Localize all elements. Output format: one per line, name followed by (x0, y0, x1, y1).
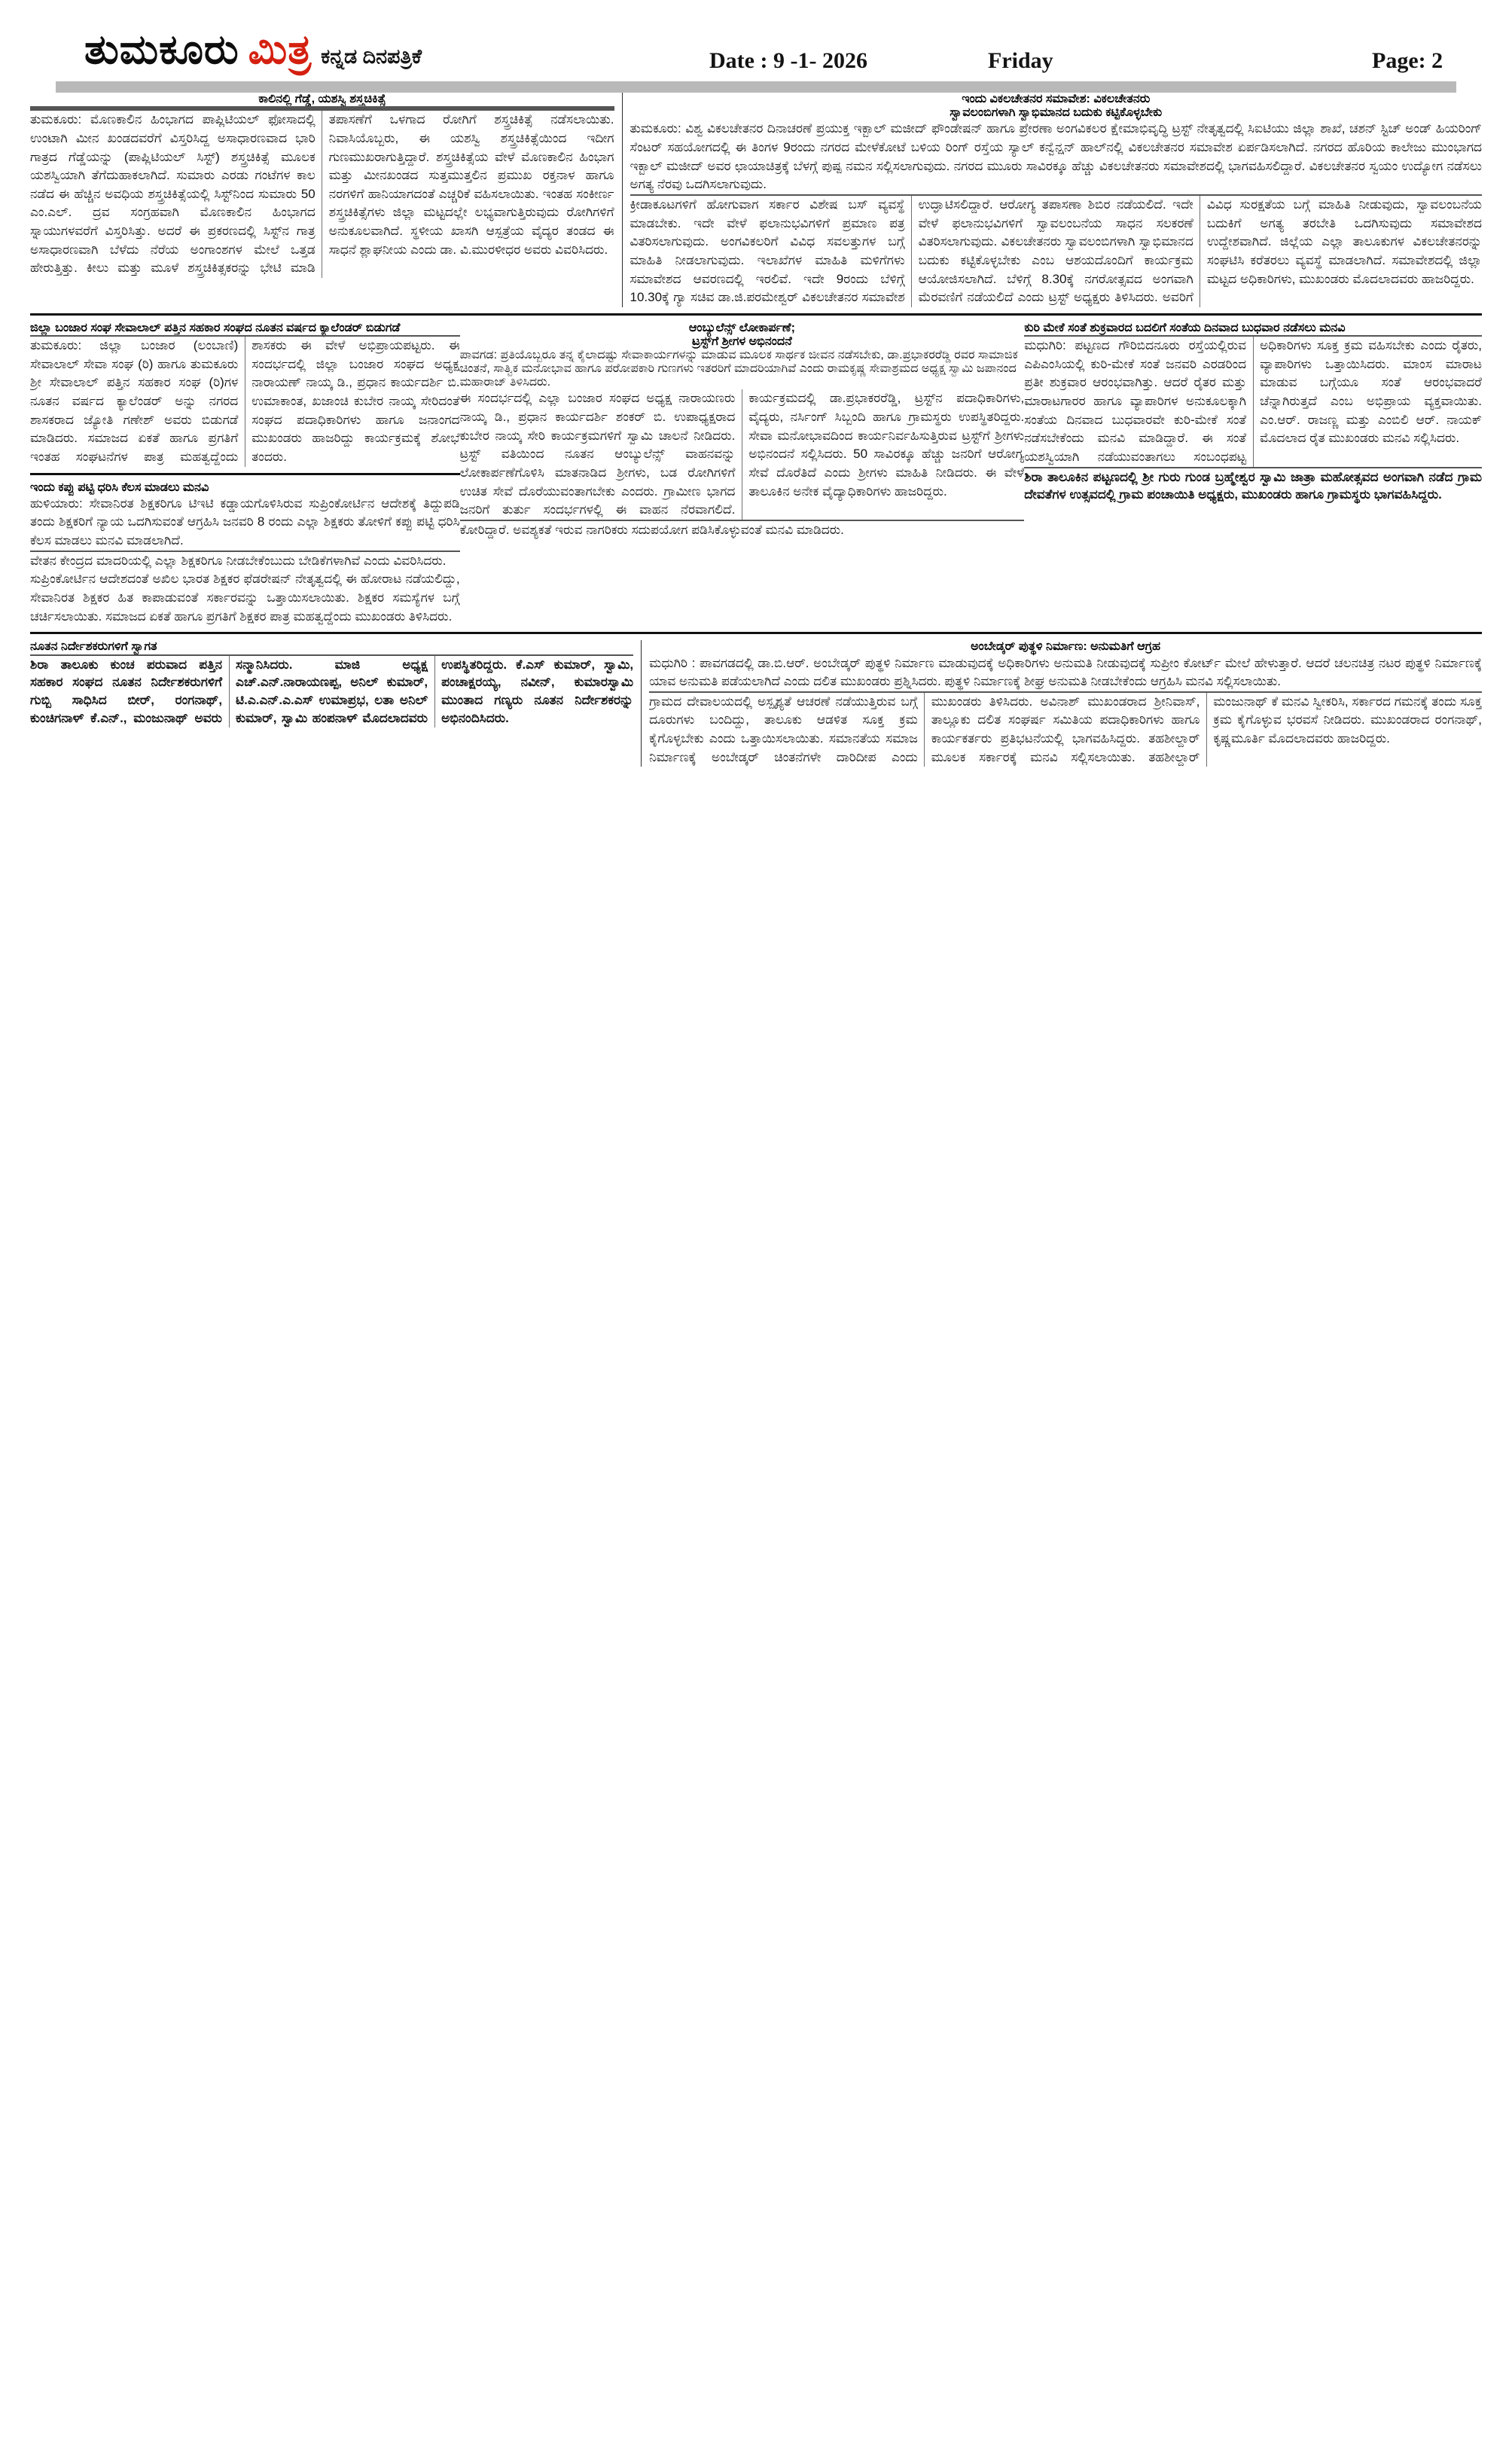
masthead-subtitle: ಕನ್ನಡ ದಿನಪತ್ರಿಕೆ (321, 45, 422, 68)
convention-headline-line1: ಇಂದು ವಿಕಲಚೇತನರ ಸಮಾವೇಶ: ವಿಕಲಚೇತನರು (962, 93, 1151, 105)
ambulance-tail: ಕೋರಿದ್ದಾರೆ. ಅವಶ್ಯಕತೆ ಇರುವ ನಾಗರಿಕರು ಸದುಪಯೋಗ ಪಡಿಸಿಕೊಳ್ಳುವಂತೆ ಮನವಿ ಮಾಡಿದರು. (459, 522, 844, 537)
festival-photo-caption: ಶಿರಾ ತಾಲೂಕಿನ ಪಟ್ಟಣದಲ್ಲಿ ಶ್ರೀ ಗುರು ಗುಂಡ ಬ್ರಹ್ಮೇಶ್ವರ ಸ್ವಾಮಿ ಜಾತ್ರಾ ಮಹೋತ್ಸವದ ಅಂಗವಾಗಿ ನಡೆದ ಗ್ರಾಮ ದೇವತೆಗಳ ಉತ್ಸವದಲ್ಲಿ ಗ್ರಾಮ ಪಂಚಾಯಿತಿ ಅಧ್ಯಕ್ಷರು, ಮುಖಂಡರು ಹಾಗೂ ಗ್ರಾಮಸ್ಥರು ಭಾಗವಹಿಸಿದ್ದರು. (1024, 469, 1482, 502)
ambedkar-body-col2: ಗ್ರಾಮದ ದೇವಾಲಯದಲ್ಲಿ ಅಸ್ಪೃಶ್ಯತೆ ಆಚರಣೆ ನಡೆಯುತ್ತಿರುವ ಬಗ್ಗೆ ದೂರುಗಳು ಬಂದಿದ್ದು, ತಾಲೂಕು ಆಡಳಿತ ಸೂಕ್ತ ಕ್ರಮ ಕೈಗೊಳ್ಳಬೇಕು ಎಂದು ಒತ್ತಾಯಿಸಲಾಯಿತು. ಸಮಾನತೆಯ ಸಮಾಜ ನಿರ್ಮಾಣಕ್ಕೆ ಅಂಬೇಡ್ಕರ್ ಚಿಂತನೆಗಳೇ ದಾರಿದೀಪ ಎಂದು ಮುಖಂಡರು ತಿಳಿಸಿದರು. (649, 694, 1033, 764)
ambedkar-headline: ಅಂಬೇಡ್ಕರ್ ಪುತ್ಥಳಿ ನಿರ್ಮಾಣ: ಅನುಮತಿಗೆ ಆಗ್ರಹ (971, 640, 1161, 654)
ambedkar-body-cols (649, 693, 1482, 767)
blackband-body-col3: ಸುಪ್ರಿಂಕೋರ್ಟಿನ ಆದೇಶದಂತೆ ಅಖಿಲ ಭಾರತ ಶಿಕ್ಷಕರ ಫೆಡರೇಷನ್ ನೇತೃತ್ವದಲ್ಲಿ ಈ ಹೋರಾಟ ನಡೆಯಲಿದ್ದು, ಸೇವಾನಿರತ ಶಿಕ್ಷಕರ ಹಿತ ಕಾಪಾಡುವಂತೆ ಸರ್ಕಾರವನ್ನು ಒತ್ತಾಯಿಸಲಾಯಿತು. ಶಿಕ್ಷಕರ ಸಮಸ್ಯೆಗಳ ಬಗ್ಗೆ ಚರ್ಚಿಸಲಾಯಿತು. ಸಮಾಜದ ಏಕತೆ ಹಾಗೂ ಪ್ರಗತಿಗೆ ಶಿಕ್ಷಕರ ಪಾತ್ರ ಮಹತ್ವದ್ದೆಂದು ಮುಖಂಡರು ತಿಳಿಸಿದರು. (30, 572, 460, 624)
top-band (30, 93, 1482, 307)
calendar-body (30, 337, 460, 466)
ambedkar-body-col1: ಮಧುಗಿರಿ : ಪಾವಗಡದಲ್ಲಿ ಡಾ.ಬಿ.ಆರ್. ಅಂಬೇಡ್ಕರ್ ಪುತ್ಥಳಿ ನಿರ್ಮಾಣ ಮಾಡುವುದಕ್ಕೆ ಅಧಿಕಾರಿಗಳು ಅನುಮತಿ ನೀಡುವುದಕ್ಕೆ ಸುಪ್ರೀಂ ಕೋರ್ಟ್ ಮೇಲೆ ಹೇಳುತ್ತಾರೆ. ಆದರೆ ಚಲನಚಿತ್ರ ನಟರ ಪುತ್ಥಳಿ ನಿರ್ಮಾಣಕ್ಕೆ ಯಾವ ಅನುಮತಿ ಪಡೆಯಲಾಗಿದೆ ಎಂದು ದಲಿತ ಮುಖಂಡರು ಪ್ರಶ್ನಿಸಿದರು. ಪುತ್ಥಳಿ ನಿರ್ಮಾಣಕ್ಕೆ ಶೀಘ್ರ ಅನುಮತಿ ನೀಡಬೇಕೆಂದು ಆಗ್ರಹಿಸಿ ಮನವಿ ಸಲ್ಲಿಸಲಾಯಿತು. (649, 655, 1482, 689)
masthead-title (84, 26, 709, 74)
ambedkar-body-col3: ಅವಿನಾಶ್ ಮುಖಂಡರಾದ ಶ್ರೀನಿವಾಸ್, ತಾಲ್ಲೂಕು ದಲಿತ ಸಂಘರ್ಷ ಸಮಿತಿಯ ಪದಾಧಿಕಾರಿಗಳು ಹಾಗೂ ಕಾರ್ಯಕರ್ತರು ಪ್ರತಿಭಟನೆಯಲ್ಲಿ ಭಾಗವಹಿಸಿದ್ದರು. ತಹಶೀಲ್ದಾರ್ ಮೂಲಕ ಸರ್ಕಾರಕ್ಕೆ ಮನವಿ ಸಲ್ಲಿಸಲಾಯಿತು. (931, 694, 1200, 764)
convention-body-col1: ತುಮಕೂರು: ವಿಶ್ವ ವಿಕಲಚೇತನರ ದಿನಾಚರಣೆ ಪ್ರಯುಕ್ತ ಇಕ್ಬಾಲ್ ಮಜೀದ್ ಫೌಂಡೇಷನ್ ಹಾಗೂ ಪ್ರೇರಣಾ ಅಂಗವಿಕಲರ ಕ್ಷೇಮಾಭಿವೃದ್ಧಿ ಟ್ರಸ್ಟ್ ನೇತೃತ್ವದಲ್ಲಿ ಸಿಐಟಿಯು ಜಿಲ್ಲಾ ಶಾಖೆ, ಚಶನ್ ಸ್ಟಿಚ್ ಅಂಡ್ ಹಿಯರಿಂಗ್ ಸೆಂಟರ್ ಸಹಯೋಗದಲ್ಲಿ ಈ ತಿಂಗಳ 9ರಂದು ನಗರದ ಮೇಳೆಕೋಟೆ ಬಳಿಯ ರಿಂಗ್ ರಸ್ತೆಯ ಸ್ಯಾಲ್ ಕನ್ವೆನ್ಷನ್ ಹಾಲ್‌ನಲ್ಲಿ ವಿಕಲಚೇತನರ ಸಮಾವೇಶ ಏರ್ಪಡಿಸಲಾಗಿದೆ. ನಗರದ ಹೊರಿಯ ಕಾಲೇಜು ಮುಂಭಾಗದ ಇಕ್ಬಾಲ್ ಮಜೀದ್ ಅವರ ಛಾಯಾಚಿತ್ರಕ್ಕೆ ಬೆಳಗ್ಗೆ ಪುಷ್ಪ ನಮನ ಸಲ್ಲಿಸಲಾಗುವುದು. ನಗರದ ಮುೂರು ಸಾವಿರಕ್ಕೂ ಹೆಚ್ಚು ವಿಕಲಚೇತನರು ಸಮಾವೇಶದಲ್ಲಿ ಭಾಗವಹಿಸಲಿದ್ದಾರೆ. ವಿಕಲಚೇತನರ ಸ್ವಯಂ ಉದ್ಯೋಗ ನಡೆಸಲು ಅಗತ್ಯ ನೆರವು ಒದಗಿಸಲಾಗುವುದು. (629, 121, 1482, 192)
welcome-caption-col2: ಮಾಜಿ ಅಧ್ಯಕ್ಷ ಎಚ್.ಎನ್.ನಾರಾಯಣಪ್ಪ, ಅನಿಲ್ ಕುಮಾರ್, ಟಿ.ಎ.ಎನ್.ಎ.ಎಸ್ ಉಮಾಪ್ರಭ, ಲತಾ ಅನಿಲ್ ಕುಮಾರ್, ಸ್ವಾಮಿ ಹಂಪನಾಳ್ ಮೊದಲಾದವರು ಉಪಸ್ಥಿತರಿದ್ದರು. (236, 657, 508, 725)
masthead-main: ತುಮಕೂರು (84, 27, 239, 72)
sheep-body-col2: ಈ ಸಂತೆ ಯಶಸ್ವಿಯಾಗಿ ನಡೆಯುವಂತಾಗಲು ಸಂಬಂಧಪಟ್ಟ ಅಧಿಕಾರಿಗಳು ಸೂಕ್ತ ಕ್ರಮ ವಹಿಸಬೇಕು ಎಂದು ರೈತರು, ವ್ಯಾಪಾರಿಗಳು ಒತ್ತಾಯಿಸಿದರು. ಮಾಂಸ ಮಾರಾಟ ಮಾಡುವ ಬಗ್ಗೆಯೂ ಸಂತೆ ಆರಂಭವಾದರೆ ಚೆನ್ನಾಗಿರುತ್ತದೆ ಎಂಬ ಅಭಿಪ್ರಾಯ ವ್ಯಕ್ತವಾಯಿತು. ಎಂ.ಆರ್. ರಾಜಣ್ಣ ಮತ್ತು ಎಂಬಿಲಿ ಆರ್. ನಾಯಕ್ ಮೊದಲಾದ ರೈತ ಮುಖಂಡರು ಮನವಿ ಸಲ್ಲಿಸಿದರು. (1024, 338, 1482, 464)
horizontal-rule-2 (30, 632, 1482, 634)
page-number: Page: 2 (1372, 48, 1443, 73)
blackband-body-col2: ವೇತನ ಕೇಂದ್ರದ ಮಾದರಿಯಲ್ಲಿ ಎಲ್ಲಾ ಶಿಕ್ಷಕರಿಗೂ ನೀಡಬೇಕೆಂಬುದು ಬೇಡಿಕೆಗಳಾಗಿವೆ ಎಂದು ವಿವರಿಸಿದರು. (30, 553, 447, 568)
ambulance-headline-line1: ಆಂಬ್ಯುಲೆನ್ಸ್ ಲೋಕಾರ್ಪಣೆ; (688, 321, 795, 334)
convention-body-col4: ಅವರಿಗೆ ವಿವಿಧ ಸುರಕ್ಷತೆಯ ಬಗ್ಗೆ ಮಾಹಿತಿ ನೀಡುವುದು, ಸ್ವಾವಲಂಬನೆಯ ಬದುಕಿಗೆ ಅಗತ್ಯ ತರಬೇತಿ ಒದಗಿಸುವುದು ಸಮಾವೇಶದ ಉದ್ದೇಶವಾಗಿದೆ. ಜಿಲ್ಲೆಯ ಎಲ್ಲಾ ತಾಲೂಕುಗಳ ವಿಕಲಚೇತನರನ್ನು ಸಂಘಟಿಸಿ ಕರೆತರಲು ವ್ಯವಸ್ಥೆ ಮಾಡಲಾಗಿದೆ. ಸಮಾವೇಶದಲ್ಲಿ ಜಿಲ್ಲಾ ಮಟ್ಟದ ಅಧಿಕಾರಿಗಳು, ಮುಖಂಡರು ಮೊದಲಾದವರು ಹಾಜರಿದ್ದರು. (1162, 197, 1482, 305)
ambulance-photo (460, 520, 1025, 521)
header-divider-bar (56, 81, 1456, 93)
blackband-portrait-photo (30, 551, 460, 552)
welcome-caption-col1: ಶಿರಾ ತಾಲೂಕು ಕುಂಚ ಪರುವಾದ ಪತ್ತಿನ ಸಹಕಾರ ಸಂಘದ ನೂತನ ನಿರ್ದೇಶಕರುಗಳಿಗೆ ಗುಬ್ಬಿ ಸಾಧಿಸಿದ ಬೀರ್, ರಂಗನಾಥ್, ಕುಂಚಿಗನಾಳ್ ಕೆ.ಎನ್., ಮಂಜುನಾಥ್ ಅವರು ಸನ್ಮಾನಿಸಿದರು. (30, 657, 293, 725)
convention-headline-line2: ಸ್ವಾವಲಂಬಿಗಳಾಗಿ ಸ್ವಾಭಿಮಾನದ ಬದುಕು ಕಟ್ಟಿಕೊಳ್ಳಬೇಕು (950, 106, 1163, 120)
welcome-caption (30, 656, 633, 727)
surgery-photo-3 (30, 109, 614, 111)
ambulance-body (460, 389, 1025, 519)
surgery-body-col2: ನಿವಾಸಿಯೊಬ್ಬರು, ಈ ಯಶಸ್ವಿ ಶಸ್ತ್ರಚಿಕಿತ್ಸೆಯಿಂದ ಇದೀಗ ಗುಣಮುಖರಾಗುತ್ತಿದ್ದಾರೆ. ಶಸ್ತ್ರಚಿಕಿತ್ಸೆಯ ವೇಳೆ ಮೊಣಕಾಲಿನ ಹಿಂಭಾಗ ಮತ್ತು ಮೀನಖಂಡದ ಸುತ್ತಮುತ್ತಲಿನ ಪ್ರಮುಖ ರಕ್ತನಾಳ ಹಾಗೂ ನರಗಳಿಗೆ ಹಾನಿಯಾಗದಂತೆ ಎಚ್ಚರಿಕೆ ವಹಿಸಲಾಯಿತು. ಇಂತಹ ಸಂಕೀರ್ಣ ಶಸ್ತ್ರಚಿಕಿತ್ಸೆಗಳು ಜಿಲ್ಲಾ ಮಟ್ಟದಲ್ಲೇ ಲಭ್ಯವಾಗುತ್ತಿರುವುದು ರೋಗಿಗಳಿಗೆ ಅನುಕೂಲವಾಗಿದೆ. ಸ್ಥಳೀಯ ಖಾಸಗಿ ಆಸ್ಪತ್ರೆಯ ವೈದ್ಯರ ತಂಡದ ಈ ಸಾಧನೆ ಶ್ಲಾಘನೀಯ ಎಂದು ಡಾ. ವಿ.ಮುರಳೀಧರ ಅವರು ವಿವರಿಸಿದರು. (328, 130, 614, 257)
sheep-body (1024, 337, 1482, 466)
edition-day: Friday (988, 48, 1053, 73)
horizontal-rule-1 (30, 313, 1482, 316)
calendar-photo (30, 335, 460, 337)
convention-body-cols (630, 196, 1483, 307)
welcome-caption-col3: ಕೆ.ಎಸ್ ಕುಮಾರ್, ಸ್ವಾಮಿ, ಪಂಚಾಕ್ಷರಯ್ಯ, ನವೀನ್, ಕುಮಾರಸ್ವಾಮಿ ಮುಂತಾದ ಗಣ್ಯರು ನೂತನ ನಿರ್ದೇಶಕರನ್ನು ಅಭಿನಂದಿಸಿದರು. (441, 657, 634, 725)
article-ambulance-box (460, 322, 1025, 626)
convention-body-col3: ಆರೋಗ್ಯ ತಪಾಸಣಾ ಶಿಬಿರ ನಡೆಯಲಿದೆ. ಇದೇ ವೇಳೆ ಫಲಾನುಭವಿಗಳಿಗೆ ಸ್ವಾವಲಂಬನೆಯ ಸಾಧನ ಸಲಕರಣೆ ವಿತರಿಸಲಾಗುವುದು. ವಿಕಲಚೇತನರು ಸ್ವಾವಲಂಬಿಗಳಾಗಿ ಸ್ವಾಭಿಮಾನದ ಬದುಕು ಕಟ್ಟಿಕೊಳ್ಳಬೇಕು ಎಂಬ ಆಶಯದೊಂದಿಗೆ ಕಾರ್ಯಕ್ರಮ ಆಯೋಜಿಸಲಾಗಿದೆ. ಬೆಳಿಗ್ಗೆ 8.30ಕ್ಕೆ ನಗರೋತ್ಸವದ ಅಂಗವಾಗಿ ಮೆರವಣಿಗೆ ನಡೆಯಲಿದೆ ಎಂದು ಟ್ರಸ್ಟ್ ಅಧ್ಯಕ್ಷರು ತಿಳಿಸಿದರು. (918, 197, 1193, 305)
middle-right-column (1024, 322, 1482, 626)
convention-content (630, 120, 1483, 307)
ambedkar-body-col4: ತಹಶೀಲ್ದಾರ್ ಮಂಜುನಾಥ್ ಕೆ ಮನವಿ ಸ್ವೀಕರಿಸಿ, ಸರ್ಕಾರದ ಗಮನಕ್ಕೆ ತಂದು ಸೂಕ್ತ ಕ್ರಮ ಕೈಗೊಳ್ಳುವ ಭರವಸೆ ನೀಡಿದರು. ಮುಖಂಡರಾದ ರಂಗನಾಥ್, ಕೃಷ್ಣಮೂರ್ತಿ ಮೊದಲಾದವರು ಹಾಜರಿದ್ದರು. (1148, 694, 1482, 764)
convention-right (630, 194, 1483, 307)
calendar-body-col2: ಈ ಸಂದರ್ಭದಲ್ಲಿ ಜಿಲ್ಲಾ ಬಂಜಾರ ಸಂಘದ ಅಧ್ಯಕ್ಷ ನಾರಾಯಣ್ ನಾಯ್ಕ ಡಿ., ಪ್ರಧಾನ ಕಾರ್ಯದರ್ಶಿ ಬಿ. ಉಮಾಕಾಂತ, ಖಜಾಂಚಿ ಕುಬೇರ ನಾಯ್ಕ ಸೇರಿದಂತೆ ಸಂಘದ ಪದಾಧಿಕಾರಿಗಳು ಹಾಗೂ ಜನಾಂಗದ ಮುಖಂಡರು ಹಾಜರಿದ್ದು ಕಾರ್ಯಕ್ರಮಕ್ಕೆ ಶೋಭೆ ತಂದರು. (251, 338, 460, 464)
edition-date: Date : 9 -1- 2026 (709, 48, 867, 73)
vertical-rule (622, 93, 623, 307)
surgery-photo-row (30, 106, 614, 111)
welcome-group-photo (30, 654, 633, 656)
horizontal-rule-blackband (30, 473, 460, 475)
middle-band (30, 322, 1482, 626)
blackband-headline: ಇಂದು ಕಪ್ಪು ಪಟ್ಟಿ ಧರಿಸಿ ಕೆಲಸ ಮಾಡಲು ಮನವಿ (30, 480, 209, 494)
blackband-content (30, 495, 460, 626)
calendar-headline: ಜಿಲ್ಲಾ ಬಂಜಾರ ಸಂಘ ಸೇವಾಲಾಲ್ ಪತ್ತಿನ ಸಹಕಾರ ಸಂಘದ ನೂತನ ವರ್ಷದ ಕ್ಯಾಲೆಂಡರ್ ಬಿಡುಗಡೆ (30, 321, 401, 334)
blackband-body-col1: ಹುಳಿಯಾರು: ಸೇವಾನಿರತ ಶಿಕ್ಷಕರಿಗೂ ಟಿಇಟಿ ಕಡ್ಡಾಯಗೊಳಿಸಿರುವ ಸುಪ್ರಿಂಕೋರ್ಟಿನ ಆದೇಶಕ್ಕೆ ತಿದ್ದುಪಡಿ ತಂದು ಶಿಕ್ಷಕರಿಗೆ ನ್ಯಾಯ ಒದಗಿಸುವಂತೆ ಆಗ್ರಹಿಸಿ ಜನವರಿ 8 ರಂದು ಎಲ್ಲಾ ಶಿಕ್ಷಕರು ತೋಳಿಗೆ ಕಪ್ಪು ಪಟ್ಟಿ ಧರಿಸಿ ಕೆಲಸ ಮಾಡಲು ಮನವಿ ಮಾಡಲಾಗಿದೆ. (30, 496, 460, 548)
convention-photo (630, 194, 1483, 196)
middle-left-column (30, 322, 460, 626)
officials-meeting-photo (649, 691, 1482, 693)
surgery-body (30, 111, 614, 278)
ambulance-body-col2: ಕಾರ್ಯಕ್ರಮದಲ್ಲಿ ಡಾ.ಪ್ರಭಾಕರರೆಡ್ಡಿ, ಟ್ರಸ್ಟ್‌ನ ಪದಾಧಿಕಾರಿಗಳು, ವೈದ್ಯರು, ನರ್ಸಿಂಗ್ ಸಿಬ್ಬಂದಿ ಹಾಗೂ ಗ್ರಾಮಸ್ಥರು ಉಪಸ್ಥಿತರಿದ್ದರು. ಸೇವಾ ಮನೋಭಾವದಿಂದ ಕಾರ್ಯನಿರ್ವಹಿಸುತ್ತಿರುವ ಟ್ರಸ್ಟ್‌ಗೆ ಶ್ರೀಗಳು ಅಭಿನಂದನೆ ಸಲ್ಲಿಸಿದರು. 50 ಸಾವಿರಕ್ಕೂ ಹೆಚ್ಚು ಜನರಿಗೆ ಆರೋಗ್ಯ ಸೇವೆ ದೊರೆತಿದೆ ಎಂದು ಶ್ರೀಗಳು ಮಾಹಿತಿ ನೀಡಿದರು. ಈ ವೇಳೆ ತಾಲೂಕಿನ ಅನೇಕ ವೈದ್ಯಾಧಿಕಾರಿಗಳು ಹಾಜರಿದ್ದರು. (748, 391, 1025, 499)
welcome-headline: ನೂತನ ನಿರ್ದೇಶಕರುಗಳಿಗೆ ಸ್ವಾಗತ (30, 640, 157, 654)
festival-drummers-photo (1024, 467, 1482, 468)
convention-headline (630, 93, 1483, 120)
article-welcome (30, 640, 633, 767)
blackband-middle (30, 551, 460, 571)
convention-body-col2: ಕ್ರೀಡಾಕೂಟಗಳಿಗೆ ಹೋಗುವಾಗ ಸರ್ಕಾರ ವಿಶೇಷ ಬಸ್ ವ್ಯವಸ್ಥೆ ಮಾಡಬೇಕು. ಇದೇ ವೇಳೆ ಫಲಾನುಭವಿಗಳಿಗೆ ಪ್ರಮಾಣ ಪತ್ರ ವಿತರಿಸಲಾಗುವುದು. ಅಂಗವಿಕಲರಿಗೆ ವಿವಿಧ ಸವಲತ್ತುಗಳ ಬಗ್ಗೆ ಮಾಹಿತಿ ನೀಡಲಾಗುವುದು. ಇಲಾಖೆಗಳ ಮಾಹಿತಿ ಮಳಿಗೆಗಳು ಸಮಾವೇಶದ ಆವರಣದಲ್ಲಿ ಇರಲಿವೆ. ಇದೇ 9ರಂದು ಬೆಳಿಗ್ಗೆ 10.30ಕ್ಕೆ ಗ್ಯಾ ಸಚಿವ ಡಾ.ಜಿ.ಪರಮೇಶ್ವರ್ ವಿಕಲಚೇತನರ ಸಮಾವೇಶ ಉದ್ಘಾಟಿಸಲಿದ್ದಾರೆ. (629, 197, 993, 305)
sheep-body-col1: ಮಧುಗಿರಿ: ಪಟ್ಟಣದ ಗೌರಿಬಿದನೂರು ರಸ್ತೆಯಲ್ಲಿರುವ ಎಪಿಎಂಸಿಯಲ್ಲಿ ಕುರಿ-ಮೇಕೆ ಸಂತೆ ಜನವರಿ ಎರಡರಿಂದ ಪ್ರತೀ ಶುಕ್ರವಾರ ಆರಂಭವಾಗಿತ್ತು. ಆದರೆ ರೈತರ ಮತ್ತು ಮಾರಾಟಗಾರರ ಹಾಗೂ ವ್ಯಾಪಾರಿಗಳ ಅನುಕೂಲಕ್ಕಾಗಿ ಸಂತೆಯ ದಿನವಾದ ಬುಧವಾರವೇ ಕುರಿ-ಮೇಕೆ ಸಂತೆ ನಡೆಸಬೇಕೆಂದು ಮನವಿ ಮಾಡಿದ್ದಾರೆ. (1024, 338, 1247, 446)
ambedkar-right (649, 691, 1482, 767)
vertical-rule-bottom (641, 640, 642, 767)
article-convention (630, 93, 1483, 307)
bottom-band (30, 640, 1482, 767)
ambulance-intro: ಪಾವಗಡ: ಪ್ರತಿಯೊಬ್ಬರೂ ತನ್ನ ಕೈಲಾದಷ್ಟು ಸೇವಾಕಾರ್ಯಗಳನ್ನು ಮಾಡುವ ಮೂಲಕ ಸಾರ್ಥಕ ಜೀವನ ನಡೆಸಬೇಕು, ಡಾ.ಪ್ರಭಾಕರರೆಡ್ಡಿ ರವರ ಸಾಮಾಜಿಕ ಚಿಂತನೆ, ಸಾತ್ವಿಕ ಮನೋಭಾವ ಹಾಗೂ ಪರೋಪಕಾರಿ ಗುಣಗಳು ಇತರರಿಗೆ ಮಾದರಿಯಾಗಿವೆ ಎಂದು ರಾಮಕೃಷ್ಣ ಸೇವಾಶ್ರಮದ ಅಧ್ಯಕ್ಷ ಸ್ವಾಮಿ ಜಪಾನಂದ ಮಹಾರಾಜ್ ತಿಳಿಸಿದರು. (459, 349, 1018, 389)
ambulance-headline-line2: ಟ್ರಸ್ಟ್‌ಗೆ ಶ್ರೀಗಳ ಅಭಿನಂದನೆ (692, 335, 792, 349)
ambulance-headline (460, 322, 1025, 349)
sheep-market-photo (1024, 335, 1482, 337)
surgery-body-col1: ತುಮಕೂರು: ಮೊಣಕಾಲಿನ ಹಿಂಭಾಗದ ಪಾಪ್ಲಿಟಿಯಲ್ ಫೋಸಾದಲ್ಲಿ ಉಂಟಾಗಿ ಮೀನ ಖಂಡದವರೆಗೆ ವಿಸ್ತರಿಸಿದ್ದ ಅಸಾಧಾರಣವಾದ ಭಾರಿ ಗಾತ್ರದ ಗೆಡ್ಡೆಯನ್ನು (ಪಾಪ್ಲಿಟಿಯಲ್ ಸಿಸ್ಟ್) ಶಸ್ತ್ರಚಿಕಿತ್ಸೆ ಮೂಲಕ ಯಶಸ್ವಿಯಾಗಿ ತೆಗೆದುಹಾಕಲಾಗಿದೆ. ಸುಮಾರು ಎರಡು ಗಂಟೆಗಳ ಕಾಲ ನಡೆದ ಈ ಹೆಚ್ಚಿನ ಅವಧಿಯ ಶಸ್ತ್ರಚಿಕಿತ್ಸೆಯಲ್ಲಿ ಸಿಸ್ಟ್‌ನಿಂದ ಸುಮಾರು 50 ಎಂ.ಎಲ್. ದ್ರವ ಸಂಗ್ರಹವಾಗಿ ಮೊಣಕಾಲಿನ ಹಿಂಭಾಗದ ಸ್ನಾಯುಗಳವರೆಗೆ ವಿಸ್ತರಿಸಿತ್ತು. ಅದರೆ ಈ ಪ್ರಕರಣದಲ್ಲಿ ಸಿಸ್ಟ್‌ನ ಗಾತ್ರ ಅಸಾಧಾರಣವಾಗಿ ಬೆಳೆದು ನೆರೆಯ ಅಂಗಾಂಶಗಳ ಮೇಲೆ ಒತ್ತಡ ಹೇರುತ್ತಿತ್ತು. ಕೀಲು ಮತ್ತು ಮೂಳೆ ಶಸ್ತ್ರಚಿಕಿತ್ಸಕರನ್ನು ಭೇಟಿ ಮಾಡಿ ತಪಾಸಣೆಗೆ ಒಳಗಾದ ರೋಗಿಗೆ ಶಸ್ತ್ರಚಿಕಿತ್ಸೆ ನಡೆಸಲಾಯಿತು. (30, 112, 614, 276)
surgery-headline: ಕಾಲಿನಲ್ಲಿ ಗೆಡ್ಡೆ, ಯಶಸ್ವಿ ಶಸ್ತ್ರಚಿಕಿತ್ಸೆ (258, 93, 386, 105)
ambedkar-content (649, 654, 1482, 767)
sheep-headline: ಕುರಿ ಮೇಕೆ ಸಂತೆ ಶುಕ್ರವಾರದ ಬದಲಿಗೆ ಸಂತೆಯ ದಿನವಾದ ಬುಧವಾರ ನಡೆಸಲು ಮನವಿ (1024, 321, 1346, 334)
article-surgery (30, 93, 614, 307)
masthead-accent: ಮಿತ್ರ (248, 27, 312, 72)
masthead (30, 20, 1482, 74)
calendar-body-col1: ತುಮಕೂರು: ಜಿಲ್ಲಾ ಬಂಜಾರ (ಲಂಬಾಣಿ) ಸೇವಾಲಾಲ್ ಸೇವಾ ಸಂಘ (ರಿ) ಹಾಗೂ ತುಮಕೂರು ಶ್ರೀ ಸೇವಾಲಾಲ್ ಪತ್ತಿನ ಸಹಕಾರ ಸಂಘ (ರಿ)ಗಳ ನೂತನ ವರ್ಷದ ಕ್ಯಾಲೆಂಡರ್ ಅನ್ನು ನಗರದ ಶಾಸಕರಾದ ಜ್ಯೋತಿ ಗಣೇಶ್ ಅವರು ಬಿಡುಗಡೆ ಮಾಡಿದರು. ಸಮಾಜದ ಏಕತೆ ಹಾಗೂ ಪ್ರಗತಿಗೆ ಇಂತಹ ಸಂಘಟನೆಗಳ ಪಾತ್ರ ಮಹತ್ವದ್ದೆಂದು ಶಾಸಕರು ಈ ವೇಳೆ ಅಭಿಪ್ರಾಯಪಟ್ಟರು. (30, 338, 435, 464)
article-ambedkar (649, 640, 1482, 767)
ambulance-body-col1: ಈ ಸಂದರ್ಭದಲ್ಲಿ ಎಲ್ಲಾ ಬಂಜಾರ ಸಂಘದ ಅಧ್ಯಕ್ಷ ನಾರಾಯಣರು ನಾಯ್ಕ ಡಿ., ಪ್ರಧಾನ ಕಾರ್ಯದರ್ಶಿ ಶಂಕರ್ ಬಿ. ಉಪಾಧ್ಯಕ್ಷರಾದ ಕುಬೇರ ನಾಯ್ಕ ಸೇರಿ ಕಾರ್ಯಕ್ರಮಗಳಿಗೆ ಸ್ವಾಮಿ ಚಾಲನೆ ನೀಡಿದರು. ಟ್ರಸ್ಟ್ ವತಿಯಿಂದ ನೂತನ ಆಂಬ್ಯುಲೆನ್ಸ್ ವಾಹನವನ್ನು ಲೋಕಾರ್ಪಣೆಗೊಳಿಸಿ ಮಾತನಾಡಿದ ಶ್ರೀಗಳು, ಬಡ ರೋಗಿಗಳಿಗೆ ಉಚಿತ ಸೇವೆ ದೊರೆಯುವಂತಾಗಬೇಕು ಎಂದರು. ಗ್ರಾಮೀಣ ಭಾಗದ ಜನರಿಗೆ ತುರ್ತು ಸಂದರ್ಭಗಳಲ್ಲಿ ಈ ವಾಹನ ನೆರವಾಗಲಿದೆ. (459, 391, 736, 517)
